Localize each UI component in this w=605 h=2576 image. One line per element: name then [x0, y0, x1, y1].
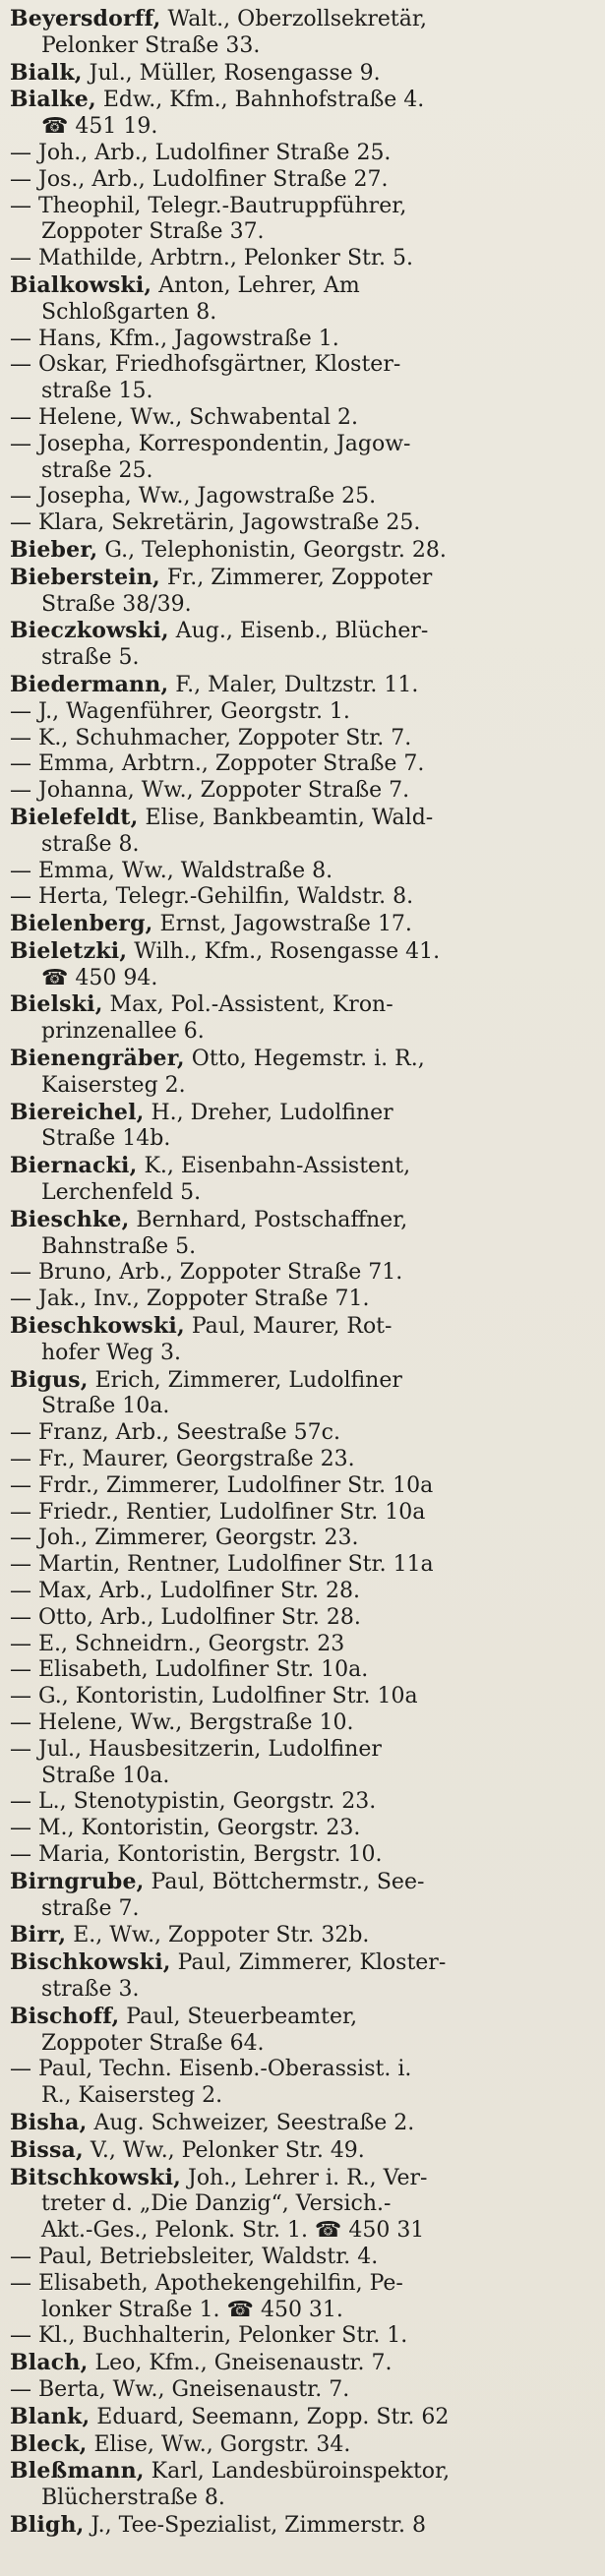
- entry-line: Bieschke, Bernhard, Postschaffner,: [10, 1206, 408, 1232]
- directory-entry: [10, 2323, 599, 2350]
- surname: Bieberstein,: [10, 564, 160, 590]
- directory-entry: [10, 327, 599, 353]
- entry-line: Bischkowski, Paul, Zimmerer, Kloster-: [10, 1949, 447, 1976]
- directory-entry: [10, 2271, 599, 2324]
- entry-line: — J., Wagenführer, Georgstr. 1.: [10, 698, 350, 724]
- surname: Blach,: [10, 2350, 89, 2376]
- directory-entry: [10, 167, 599, 194]
- entry-line: — Bruno, Arb., Zoppoter Straße 71.: [10, 1260, 403, 1286]
- surname: Bieber,: [10, 536, 98, 563]
- entry-line: Bissa, V., Ww., Pelonker Str. 49.: [10, 2136, 365, 2163]
- directory-entry: [10, 1737, 599, 1790]
- directory-entry: [10, 805, 599, 859]
- surname: Biedermann,: [10, 671, 169, 697]
- entry-line: Bielefeldt, Elise, Bankbeamtin, Wald-: [10, 804, 434, 830]
- entry-line: Bialk, Jul., Müller, Rosengasse 9.: [10, 59, 381, 86]
- surname: Bieschke,: [10, 1206, 130, 1232]
- surname: Birngrube,: [10, 1868, 145, 1894]
- entry-line: Bialke, Edw., Kfm., Bahnhofstraße 4.: [10, 87, 425, 113]
- entry-line: Biernacki, K., Eisenbahn-Assistent,: [10, 1153, 411, 1179]
- directory-entry: [10, 859, 599, 885]
- directory-entry: [10, 1684, 599, 1710]
- surname: Bialk,: [10, 59, 83, 86]
- directory-entry: [10, 2458, 599, 2512]
- entry-line: Bienengräber, Otto, Hegemstr. i. R.,: [10, 1046, 425, 1072]
- entry-continuation-line: Straße 10a.: [41, 1394, 170, 1419]
- entry-continuation-line: straße 3.: [41, 1976, 140, 2002]
- directory-entry: [10, 911, 599, 938]
- entry-continuation-line: straße 15.: [41, 379, 153, 404]
- directory-entry: [10, 751, 599, 778]
- directory-entry: [10, 1500, 599, 1527]
- directory-entry: [10, 141, 599, 167]
- surname: Bitschkowski,: [10, 2164, 181, 2190]
- directory-entry: [10, 2137, 599, 2165]
- surname: Biereichel,: [10, 1099, 145, 1125]
- directory-entry: [10, 2512, 599, 2540]
- surname: Bischkowski,: [10, 1949, 171, 1976]
- entry-line: — Emma, Ww., Waldstraße 8.: [10, 858, 333, 883]
- entry-line: — Elisabeth, Apothekengehilfin, Pe-: [10, 2270, 403, 2296]
- directory-entry: [10, 1605, 599, 1632]
- entry-line: Bischoff, Paul, Steuerbeamter,: [10, 2003, 358, 2029]
- directory-entry: [10, 1207, 599, 1261]
- entry-line: — Josepha, Korrespondentin, Jagow-: [10, 431, 411, 456]
- directory-entries: [10, 6, 599, 2540]
- directory-entry: [10, 352, 599, 405]
- directory-entry: [10, 618, 599, 672]
- directory-entry: [10, 991, 599, 1046]
- entry-line: — Frdr., Zimmerer, Ludolfiner Str. 10a: [10, 1472, 434, 1498]
- entry-line: — Helene, Ww., Schwabental 2.: [10, 404, 358, 430]
- surname: Bisha,: [10, 2109, 88, 2135]
- entry-continuation-line: Zoppoter Straße 64.: [41, 2030, 265, 2056]
- directory-entry: [10, 726, 599, 752]
- directory-entry: [10, 2404, 599, 2431]
- directory-entry: [10, 2004, 599, 2058]
- entry-line: — Helene, Ww., Bergstraße 10.: [10, 1710, 354, 1735]
- entry-continuation-line: Blücherstraße 8.: [41, 2486, 225, 2511]
- entry-line: — Hans, Kfm., Jagowstraße 1.: [10, 326, 339, 351]
- surname: Bieschkowski,: [10, 1313, 185, 1340]
- entry-line: Bleßmann, Karl, Landesbüroinspektor,: [10, 2458, 451, 2485]
- directory-entry: [10, 1710, 599, 1737]
- entry-line: Bisha, Aug. Schweizer, Seestraße 2.: [10, 2109, 415, 2135]
- surname: Blank,: [10, 2403, 91, 2429]
- directory-entry: [10, 2110, 599, 2137]
- directory-entry: [10, 2431, 599, 2459]
- surname: Bieletzki,: [10, 937, 128, 964]
- entry-line: — Martin, Rentner, Ludolfiner Str. 11a: [10, 1552, 434, 1578]
- entry-line: — Jul., Hausbesitzerin, Ludolfiner: [10, 1736, 382, 1762]
- entry-continuation-line: lonker Straße 1. ☎ 450 31.: [41, 2297, 343, 2322]
- directory-entry: [10, 1922, 599, 1949]
- entry-continuation-line: Straße 38/39.: [41, 591, 192, 617]
- directory-entry: [10, 272, 599, 327]
- entry-line: — Herta, Telegr.-Gehilfin, Waldstr. 8.: [10, 884, 414, 910]
- directory-entry: [10, 1313, 599, 1367]
- entry-line: — Paul, Techn. Eisenb.-Oberassist. i.: [10, 2057, 412, 2082]
- entry-line: — Franz, Arb., Seestraße 57c.: [10, 1420, 340, 1446]
- entry-line: — Joh., Arb., Ludolfiner Straße 25.: [10, 140, 392, 165]
- directory-entry: [10, 1789, 599, 1816]
- entry-line: — Kl., Buchhalterin, Pelonker Str. 1.: [10, 2323, 408, 2349]
- entry-continuation-line: prinzenallee 6.: [41, 1019, 205, 1045]
- surname: Bielski,: [10, 991, 103, 1018]
- surname: Bigus,: [10, 1366, 89, 1393]
- entry-line: — Max, Arb., Ludolfiner Str. 28.: [10, 1579, 360, 1604]
- entry-line: — L., Stenotypistin, Georgstr. 23.: [10, 1789, 377, 1815]
- entry-continuation-line: ☎ 450 94.: [41, 965, 158, 990]
- directory-entry: [10, 1100, 599, 1154]
- entry-continuation-line: ☎ 451 19.: [41, 114, 158, 140]
- entry-continuation-line: Kaisersteg 2.: [41, 1072, 186, 1098]
- directory-entry: [10, 87, 599, 141]
- entry-continuation-line: Lerchenfeld 5.: [41, 1180, 202, 1206]
- directory-entry: [10, 2165, 599, 2245]
- entry-line: Bieczkowski, Aug., Eisenb., Blücher-: [10, 618, 429, 644]
- directory-entry: [10, 1869, 599, 1923]
- entry-continuation-line: straße 7.: [41, 1895, 140, 1921]
- surname: Bleck,: [10, 2430, 88, 2457]
- directory-entry: [10, 699, 599, 726]
- entry-line: Biedermann, F., Maler, Dultzstr. 11.: [10, 671, 419, 697]
- entry-line: Bieber, G., Telephonistin, Georgstr. 28.: [10, 536, 447, 563]
- surname: Bieczkowski,: [10, 618, 169, 644]
- directory-entry: [10, 1447, 599, 1473]
- entry-line: — Otto, Arb., Ludolfiner Str. 28.: [10, 1604, 361, 1630]
- entry-line: Bligh, J., Tee-Spezialist, Zimmerstr. 8: [10, 2511, 426, 2538]
- surname: Beyersdorff,: [10, 6, 161, 31]
- directory-entry: [10, 1287, 599, 1313]
- directory-entry: [10, 1367, 599, 1421]
- entry-line: — Oskar, Friedhofsgärtner, Kloster-: [10, 352, 401, 378]
- directory-entry: [10, 565, 599, 619]
- entry-line: Beyersdorff, Walt., Oberzollsekretär,: [10, 6, 427, 31]
- entry-continuation-line: treter d. „Die Danzig“, Versich.-: [41, 2191, 392, 2217]
- entry-line: — E., Schneidrn., Georgstr. 23: [10, 1631, 345, 1656]
- entry-line: Blach, Leo, Kfm., Gneisenaustr. 7.: [10, 2350, 393, 2376]
- surname: Bielefeldt,: [10, 804, 139, 830]
- entry-line: — G., Kontoristin, Ludolfiner Str. 10a: [10, 1684, 418, 1709]
- entry-continuation-line: Schloßgarten 8.: [41, 299, 217, 325]
- directory-entry: [10, 1153, 599, 1207]
- entry-continuation-line: Pelonker Straße 33.: [41, 32, 261, 58]
- directory-entry: [10, 1842, 599, 1869]
- surname: Bielenberg,: [10, 911, 153, 937]
- entry-line: Bieschkowski, Paul, Maurer, Rot-: [10, 1313, 393, 1340]
- entry-continuation-line: Akt.-Ges., Pelonk. Str. 1. ☎ 450 31: [41, 2218, 425, 2244]
- entry-line: — Josepha, Ww., Jagowstraße 25.: [10, 484, 377, 509]
- directory-entry: [10, 2350, 599, 2377]
- directory-entry: [10, 405, 599, 432]
- surname: Bialke,: [10, 87, 96, 113]
- entry-line: — Jos., Arb., Ludolfiner Straße 27.: [10, 166, 389, 192]
- directory-entry: [10, 484, 599, 510]
- entry-line: — Johanna, Ww., Zoppoter Straße 7.: [10, 778, 410, 804]
- directory-entry: [10, 537, 599, 565]
- directory-entry: [10, 194, 599, 247]
- directory-entry: [10, 1632, 599, 1658]
- entry-continuation-line: R., Kaisersteg 2.: [41, 2083, 223, 2109]
- directory-entry: [10, 2057, 599, 2110]
- surname: Biernacki,: [10, 1153, 138, 1179]
- entry-line: Bleck, Elise, Ww., Gorgstr. 34.: [10, 2430, 351, 2457]
- entry-continuation-line: Straße 10a.: [41, 1763, 170, 1788]
- directory-entry: [10, 432, 599, 485]
- directory-entry: [10, 1473, 599, 1500]
- directory-entry: [10, 1657, 599, 1684]
- entry-continuation-line: straße 8.: [41, 831, 140, 857]
- directory-entry: [10, 1420, 599, 1447]
- entry-continuation-line: Zoppoter Straße 37.: [41, 219, 265, 245]
- directory-entry: [10, 2377, 599, 2404]
- surname: Birr,: [10, 1922, 67, 1948]
- directory-entry: [10, 1046, 599, 1100]
- surname: Bialkowski,: [10, 271, 152, 298]
- entry-line: — M., Kontoristin, Georgstr. 23.: [10, 1816, 361, 1841]
- entry-continuation-line: straße 25.: [41, 457, 153, 483]
- entry-line: — Joh., Zimmerer, Georgstr. 23.: [10, 1526, 359, 1551]
- directory-entry: [10, 1816, 599, 1842]
- entry-line: — Theophil, Telegr.-Bautruppführer,: [10, 193, 407, 218]
- entry-line: — Paul, Betriebsleiter, Waldstr. 4.: [10, 2244, 379, 2269]
- entry-line: — Mathilde, Arbtrn., Pelonker Str. 5.: [10, 246, 413, 271]
- entry-line: Bieberstein, Fr., Zimmerer, Zoppoter: [10, 564, 433, 590]
- entry-line: — Klara, Sekretärin, Jagowstraße 25.: [10, 510, 421, 536]
- directory-entry: [10, 1526, 599, 1552]
- entry-line: Bielski, Max, Pol.-Assistent, Kron-: [10, 991, 393, 1018]
- entry-continuation-line: Bahnstraße 5.: [41, 1233, 197, 1259]
- directory-entry: [10, 1260, 599, 1287]
- entry-line: Bitschkowski, Joh., Lehrer i. R., Ver-: [10, 2164, 428, 2190]
- entry-line: — Friedr., Rentier, Ludolfiner Str. 10a: [10, 1499, 426, 1525]
- surname: Bligh,: [10, 2511, 85, 2538]
- entry-line: Blank, Eduard, Seemann, Zopp. Str. 62: [10, 2403, 450, 2429]
- surname: Bischoff,: [10, 2003, 120, 2029]
- entry-continuation-line: hofer Weg 3.: [41, 1340, 181, 1365]
- entry-line: — Jak., Inv., Zoppoter Straße 71.: [10, 1287, 370, 1312]
- entry-line: Biereichel, H., Dreher, Ludolfiner: [10, 1099, 393, 1125]
- directory-entry: [10, 1579, 599, 1605]
- entry-line: Bieletzki, Wilh., Kfm., Rosengasse 41.: [10, 937, 441, 964]
- entry-line: Bialkowski, Anton, Lehrer, Am: [10, 271, 360, 298]
- directory-entry: [10, 60, 599, 88]
- directory-entry: [10, 938, 599, 992]
- entry-line: — Fr., Maurer, Georgstraße 23.: [10, 1447, 355, 1472]
- entry-line: — Elisabeth, Ludolfiner Str. 10a.: [10, 1657, 369, 1683]
- surname: Bissa,: [10, 2136, 84, 2163]
- directory-entry: [10, 778, 599, 805]
- directory-entry: [10, 672, 599, 699]
- entry-continuation-line: straße 5.: [41, 645, 140, 671]
- directory-entry: [10, 884, 599, 911]
- entry-line: Birngrube, Paul, Böttchermstr., See-: [10, 1868, 425, 1894]
- directory-entry: [10, 510, 599, 537]
- directory-entry: [10, 246, 599, 272]
- entry-line: — Berta, Ww., Gneisenaustr. 7.: [10, 2376, 350, 2402]
- directory-entry: [10, 1949, 599, 2004]
- entry-line: — K., Schuhmacher, Zoppoter Str. 7.: [10, 725, 412, 750]
- entry-line: — Maria, Kontoristin, Bergstr. 10.: [10, 1841, 383, 1867]
- entry-line: Bielenberg, Ernst, Jagowstraße 17.: [10, 911, 412, 937]
- entry-line: — Emma, Arbtrn., Zoppoter Straße 7.: [10, 751, 425, 777]
- entry-line: Birr, E., Ww., Zoppoter Str. 32b.: [10, 1922, 370, 1948]
- entry-line: Bigus, Erich, Zimmerer, Ludolfiner: [10, 1366, 402, 1393]
- directory-entry: [10, 1552, 599, 1579]
- directory-entry: [10, 2245, 599, 2271]
- directory-entry: [10, 6, 599, 60]
- entry-continuation-line: Straße 14b.: [41, 1126, 171, 1152]
- surname: Bienengräber,: [10, 1046, 185, 1072]
- surname: Bleßmann,: [10, 2458, 145, 2485]
